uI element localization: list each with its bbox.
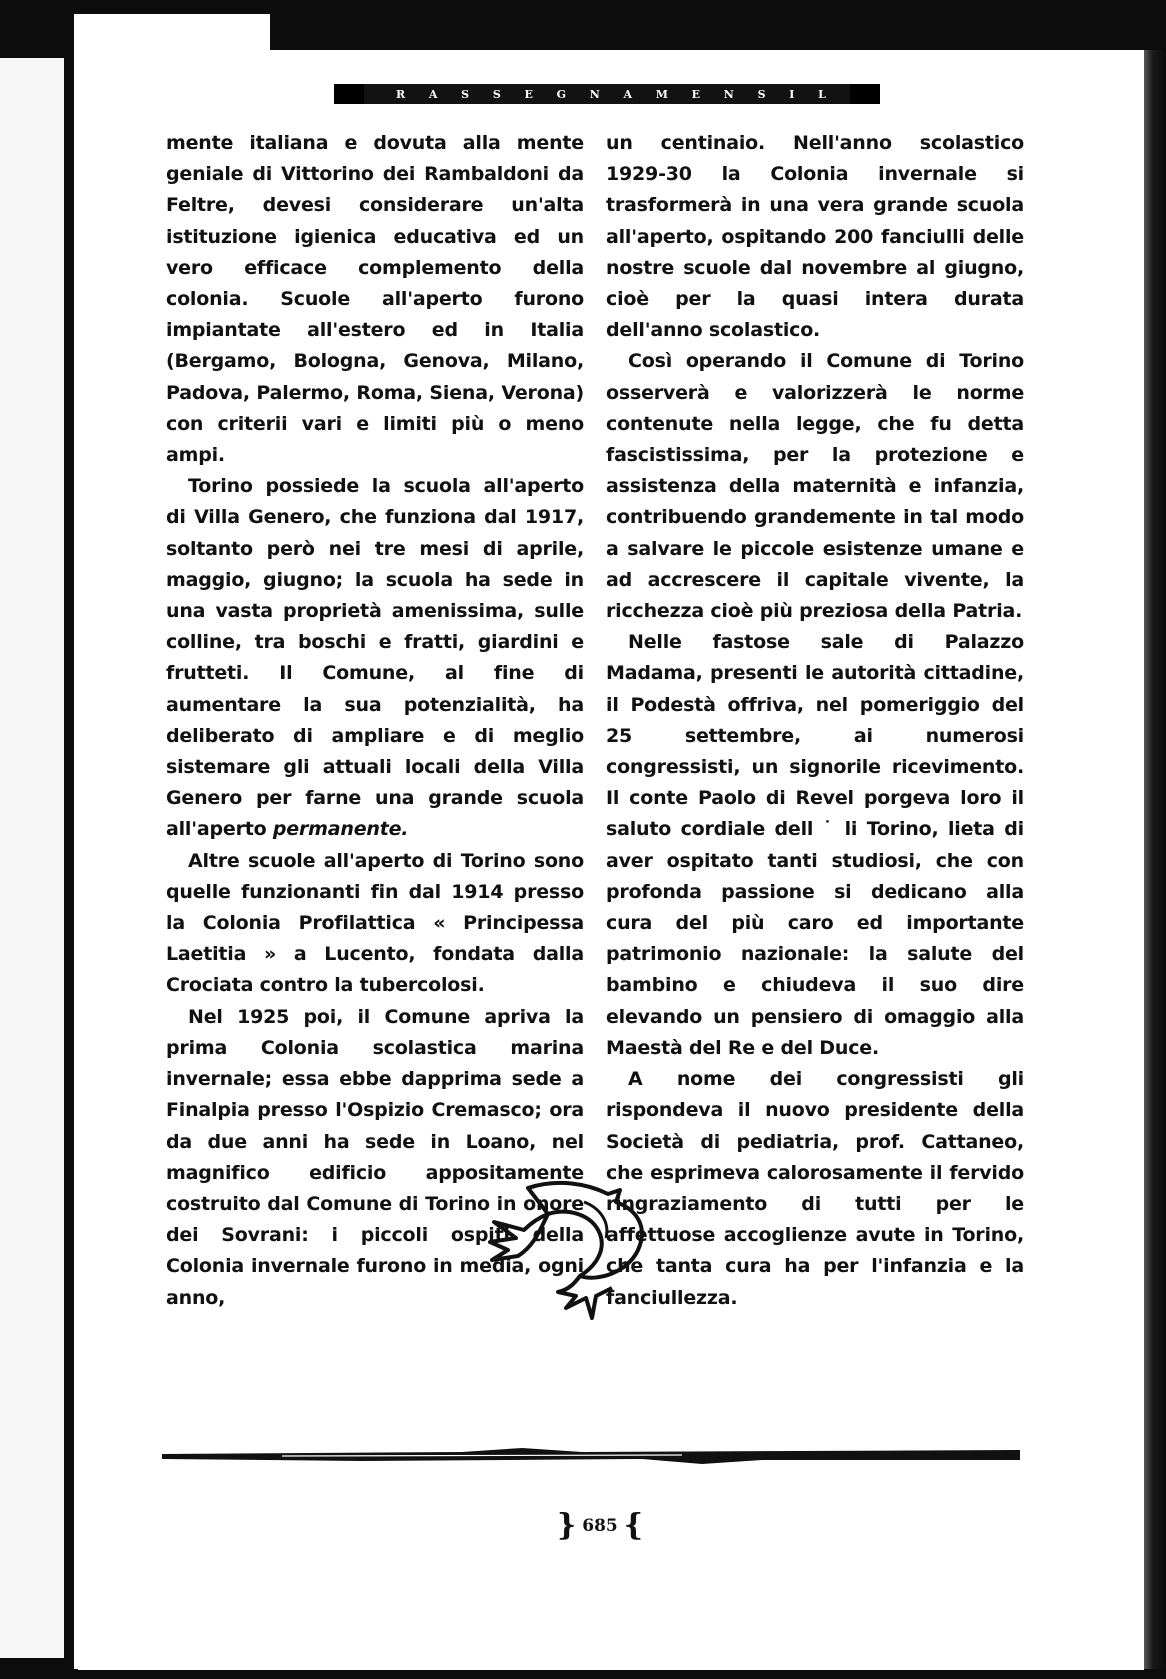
header-letter: S [757, 87, 768, 101]
scan-border-top-block [270, 14, 1166, 50]
adjacent-page-edge [0, 58, 67, 1658]
paragraph: mente italiana e dovuta alla mente geniale di Vittorino dei Rambaldoni da Feltre, devesi considerare un'alta istituzione igienica educativa ed un vero efficace complemento della colonia. Scuole all'aperto furono impiantate all'estero ed in Italia (Bergamo, Bologna, Genova, Milano, Padova, Palermo, Roma, Siena, Verona) con criterii vari e limiti più o meno ampi. [166, 132, 584, 467]
ornament-icon [488, 1180, 688, 1320]
scan-border-right [1144, 50, 1166, 1679]
header-letter: G [556, 87, 568, 101]
header-letter: M [655, 87, 670, 101]
italic-word: permanente. [272, 818, 409, 841]
scan-border-bottom [0, 1669, 1166, 1679]
header-letter: R [396, 87, 408, 101]
scan-border-top [0, 0, 1166, 14]
running-header [336, 84, 878, 104]
right-brace: { [623, 1508, 644, 1543]
paragraph: Nelle fastose sale di Palazzo Madama, presenti le autorità cittadine, il Podestà offriva, nel pomeriggio del 25 settembre, ai numerosi congressisti, un signorile ricevimento. Il conte Paolo di Revel porgeva loro il saluto cordiale dell ˙ li Torino, lieta di aver ospitato tanti studiosi, che con profonda passione si dedicano alla cura del più caro ed importante patrimonio nazionale: la salute del bambino e chiudeva il suo dire elevando un pensiero di omaggio alla Maestà del Re e del Duce. [606, 631, 1024, 1059]
header-letter: A [428, 87, 440, 101]
paragraph-text: Torino possiede la scuola all'aperto di Villa Genero, che funziona dal 1917, soltanto però nei tre mesi di aprile, maggio, giugno; la scuola ha sede in una vasta proprietà amenissima, sulle colline, tra boschi e fratti, giardini e frutteti. Il Comune, al fine di aumentare la sua potenzialità, ha deliberato di ampliare e di meglio sistemare gli attuali locali della Villa Genero per farne una grande scuola all'aperto [166, 475, 584, 841]
header-letter: N [723, 87, 736, 101]
header-letter: E [691, 87, 703, 101]
paragraph: A nome dei congressisti gli rispondeva il nuovo presidente della Società di pediatria, prof. Cattaneo, che esprimeva calorosamente il fervido ringraziamento di tutti per le affettuose accoglienze avute in Torino, che tanta cura ha per l'infanzia e la fanciullezza. [606, 1068, 1024, 1309]
header-letter: N [589, 87, 602, 101]
header-letter: S [492, 87, 503, 101]
header-right-cap [850, 84, 880, 104]
paragraph: Altre scuole all'aperto di Torino sono quelle funzionanti fin dal 1914 presso la Colonia Profilattica « Principessa Laetitia » a Lucento, fondata dalla Crociata contro la tubercolosi. [166, 849, 584, 997]
header-letter: L [818, 87, 828, 101]
left-brace: } [556, 1508, 577, 1543]
page-number [540, 1508, 660, 1544]
header-letter: S [461, 87, 472, 101]
paragraph: Così operando il Comune di Torino osserverà e valorizzerà le norme contenute nella legge, che fu detta fascistissima, per la protezione e assistenza della maternità e infanzia, contribuendo grandemente in tal modo a salvare le piccole esistenze umane e ad accrescere il capitale vivente, la ricchezza cioè più preziosa della Patria. [606, 350, 1024, 623]
page-number-value: 685 [582, 1516, 618, 1536]
header-letter: E [524, 87, 535, 101]
header-letter: A [623, 87, 635, 101]
header-left-cap [334, 84, 364, 104]
paragraph [166, 471, 584, 845]
paragraph: un centinaio. Nell'anno scolastico 1929-30 la Colonia invernale si trasformerà in una vera grande scuola all'aperto, ospitando 200 fanciulli delle nostre scuole dal novembre al giugno, cioè per la quasi intera durata dell'anno scolastico. [606, 132, 1024, 342]
left-column [166, 128, 584, 1314]
right-column [606, 128, 1024, 1314]
decorative-rule [162, 1446, 1020, 1466]
header-letter: I [789, 87, 797, 101]
paragraph: Nel 1925 poi, il Comune apriva la prima Colonia scolastica marina invernale; essa ebbe dapprima sede a Finalpia presso l'Ospizio Cremasco; ora da due anni ha sede in Loano, nel magnifico edificio appositamente costruito dal Comune di Torino in onore dei Sovrani: i piccoli ospiti della Colonia invernale furono in media, ogni anno, [166, 1005, 584, 1309]
